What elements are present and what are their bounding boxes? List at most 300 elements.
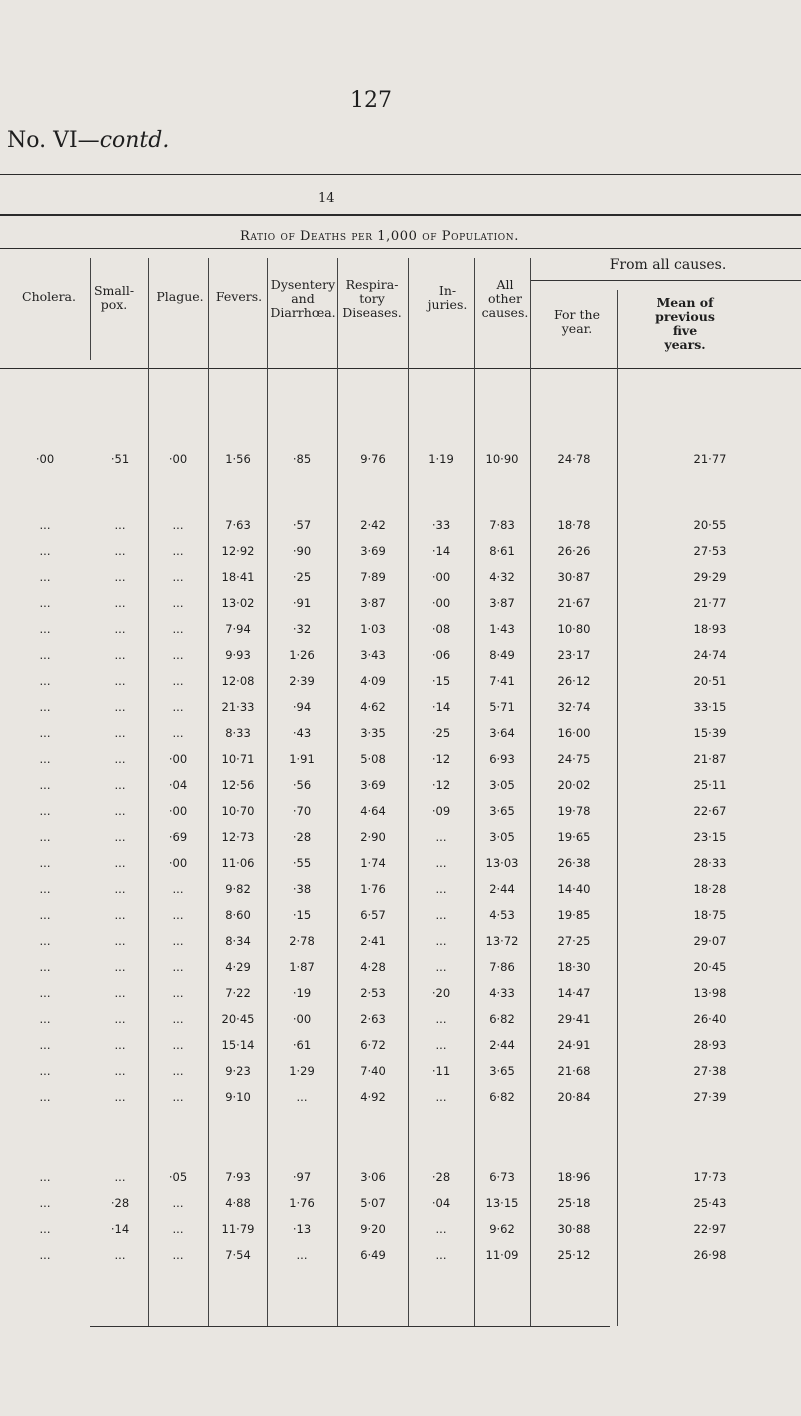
table-cell: ... [172, 960, 184, 974]
table-cell: 22·67 [693, 804, 727, 818]
table-cell: ... [114, 726, 126, 740]
table-cell: ... [39, 622, 51, 636]
table-cell: 25·12 [557, 1248, 591, 1262]
table-cell: 11·06 [221, 856, 255, 870]
table-cell: 7·86 [489, 960, 515, 974]
table-cell: 3·65 [489, 1064, 515, 1078]
table-cell: 30·88 [557, 1222, 591, 1236]
all-causes-underline [530, 280, 801, 281]
table-cell: 2·78 [289, 934, 315, 948]
table-cell: 20·45 [221, 1012, 255, 1026]
table-cell: ... [114, 570, 126, 584]
header-dysentery-line3: Diarrhœa. [270, 305, 336, 320]
table-cell: 27·25 [557, 934, 591, 948]
header-other-line3: causes. [481, 305, 529, 320]
table-cell: 30·87 [557, 570, 591, 584]
table-cell: ·91 [292, 596, 312, 610]
table-cell: ·38 [292, 882, 312, 896]
table-cell: 14·47 [557, 986, 591, 1000]
table-cell: 28·33 [693, 856, 727, 870]
table-cell: ... [114, 752, 126, 766]
column-divider [90, 258, 91, 360]
table-cell: 24·75 [557, 752, 591, 766]
table-cell: ·00 [35, 452, 55, 466]
table-cell: 1·76 [289, 1196, 315, 1210]
table-cell: 18·75 [693, 908, 727, 922]
table-cell: ... [39, 1196, 51, 1210]
table-cell: 12·92 [221, 544, 255, 558]
header-small-pox [84, 284, 144, 312]
table-cell: 21·67 [557, 596, 591, 610]
table-cell: 21·87 [693, 752, 727, 766]
table-cell: 3·64 [489, 726, 515, 740]
table-cell: 20·02 [557, 778, 591, 792]
table-cell: 23·15 [693, 830, 727, 844]
table-cell: 3·05 [489, 830, 515, 844]
header-for-the-year [540, 308, 614, 336]
table-cell: ... [39, 648, 51, 662]
table-cell: 13·02 [221, 596, 255, 610]
table-cell: 1·19 [428, 452, 454, 466]
table-cell: ... [114, 648, 126, 662]
table-cell: ·94 [292, 700, 312, 714]
table-cell: 8·61 [489, 544, 515, 558]
table-cell: ·04 [168, 778, 188, 792]
table-cell: ... [114, 1170, 126, 1184]
table-cell: 29·29 [693, 570, 727, 584]
table-cell: 2·42 [360, 518, 386, 532]
table-cell: 29·07 [693, 934, 727, 948]
table-cell: ·28 [110, 1196, 130, 1210]
table-cell: ·25 [431, 726, 451, 740]
table-cell: 3·69 [360, 778, 386, 792]
table-cell: 8·34 [225, 934, 251, 948]
table-cell: 3·69 [360, 544, 386, 558]
table-cell: ... [39, 1090, 51, 1104]
title-rule [0, 214, 801, 216]
table-cell: ·33 [431, 518, 451, 532]
table-cell: 13·98 [693, 986, 727, 1000]
table-cell: ... [296, 1090, 308, 1104]
table-title: Ratio of Deaths per 1,000 of Population. [240, 229, 519, 244]
table-cell: 33·15 [693, 700, 727, 714]
table-cell: ... [172, 544, 184, 558]
table-cell: 2·90 [360, 830, 386, 844]
table-cell: ... [172, 726, 184, 740]
table-cell: ·85 [292, 452, 312, 466]
column-divider [148, 258, 149, 1326]
table-cell: ... [435, 1222, 447, 1236]
table-cell: 7·22 [225, 986, 251, 1000]
table-cell: 4·92 [360, 1090, 386, 1104]
table-cell: 2·41 [360, 934, 386, 948]
header-respiratory-line3: Diseases. [342, 305, 402, 320]
column-divider [474, 258, 475, 1326]
table-cell: ... [39, 1248, 51, 1262]
table-cell: ... [39, 882, 51, 896]
table-cell: 12·56 [221, 778, 255, 792]
header-injuries-line1: In- [438, 283, 457, 298]
table-cell: ... [114, 1090, 126, 1104]
table-cell: ... [39, 986, 51, 1000]
table-cell: 9·23 [225, 1064, 251, 1078]
table-cell: 7·83 [489, 518, 515, 532]
header-injuries [420, 284, 475, 312]
table-cell: ·14 [431, 700, 451, 714]
header-mean-line1: Mean of [656, 295, 714, 310]
table-cell: 5·08 [360, 752, 386, 766]
table-cell: 19·85 [557, 908, 591, 922]
table-cell: 21·68 [557, 1064, 591, 1078]
table-cell: ·12 [431, 778, 451, 792]
table-cell: 26·40 [693, 1012, 727, 1026]
table-cell: 19·65 [557, 830, 591, 844]
table-cell: ... [296, 1248, 308, 1262]
table-cell: 8·49 [489, 648, 515, 662]
table-cell: 11·79 [221, 1222, 255, 1236]
table-cell: 15·14 [221, 1038, 255, 1052]
table-cell: ... [39, 1064, 51, 1078]
table-cell: ... [114, 1248, 126, 1262]
table-cell: 1·87 [289, 960, 315, 974]
table-cell: ... [114, 934, 126, 948]
table-cell: 19·78 [557, 804, 591, 818]
table-cell: ... [435, 1248, 447, 1262]
table-cell: 1·29 [289, 1064, 315, 1078]
table-cell: ... [114, 856, 126, 870]
table-cell: ·04 [431, 1196, 451, 1210]
table-cell: ... [39, 778, 51, 792]
table-cell: 6·72 [360, 1038, 386, 1052]
table-cell: 1·43 [489, 622, 515, 636]
table-cell: ... [435, 1038, 447, 1052]
table-cell: ... [114, 674, 126, 688]
table-cell: ... [172, 674, 184, 688]
table-cell: 25·11 [693, 778, 727, 792]
header-all-other-causes [475, 278, 535, 320]
table-cell: ·97 [292, 1170, 312, 1184]
table-cell: ... [114, 518, 126, 532]
table-cell: 14·40 [557, 882, 591, 896]
table-cell: ... [172, 1064, 184, 1078]
table-cell: ... [39, 700, 51, 714]
table-cell: 9·62 [489, 1222, 515, 1236]
table-cell: 20·84 [557, 1090, 591, 1104]
table-ref-contd: contd. [99, 128, 170, 153]
table-cell: ·25 [292, 570, 312, 584]
table-cell: ·51 [110, 452, 130, 466]
table-cell: ·15 [292, 908, 312, 922]
table-cell: ... [39, 1170, 51, 1184]
table-cell: 5·07 [360, 1196, 386, 1210]
header-for-year-line2: year. [561, 321, 593, 336]
table-cell: 4·88 [225, 1196, 251, 1210]
table-cell: ... [114, 882, 126, 896]
table-cell: 28·93 [693, 1038, 727, 1052]
table-cell: ... [39, 1012, 51, 1026]
header-top-rule [0, 248, 801, 249]
table-bottom-rule [90, 1326, 610, 1327]
table-cell: 4·09 [360, 674, 386, 688]
header-dysentery-line1: Dysentery [270, 277, 336, 292]
table-cell: 26·98 [693, 1248, 727, 1262]
table-cell: 4·29 [225, 960, 251, 974]
table-cell: ·00 [431, 570, 451, 584]
table-cell: 26·12 [557, 674, 591, 688]
table-cell: 2·44 [489, 882, 515, 896]
header-mean-line2: previous [655, 309, 715, 324]
header-fevers: Fevers. [215, 289, 263, 304]
header-small-pox-line1: Small- [93, 283, 135, 298]
table-cell: 3·35 [360, 726, 386, 740]
table-cell: 18·41 [221, 570, 255, 584]
table-cell: ... [172, 1090, 184, 1104]
header-for-year-line1: For the [554, 307, 600, 322]
table-cell: ... [435, 1012, 447, 1026]
table-cell: ... [435, 908, 447, 922]
table-cell: 1·03 [360, 622, 386, 636]
header-respiratory-line1: Respira- [345, 277, 399, 292]
table-cell: 16·00 [557, 726, 591, 740]
table-cell: ·61 [292, 1038, 312, 1052]
table-cell: ·00 [168, 804, 188, 818]
table-cell: ... [172, 622, 184, 636]
table-cell: ... [39, 856, 51, 870]
table-cell: ·08 [431, 622, 451, 636]
table-cell: ·43 [292, 726, 312, 740]
table-cell: ... [39, 908, 51, 922]
table-cell: ... [114, 1064, 126, 1078]
table-cell: 4·33 [489, 986, 515, 1000]
table-cell: 11·09 [485, 1248, 519, 1262]
table-cell: ... [114, 830, 126, 844]
table-cell: ... [172, 934, 184, 948]
table-cell: 18·96 [557, 1170, 591, 1184]
table-cell: ... [114, 596, 126, 610]
table-cell: 3·87 [489, 596, 515, 610]
header-bottom-rule [0, 368, 801, 369]
table-cell: ... [39, 934, 51, 948]
table-cell: 18·28 [693, 882, 727, 896]
table-cell: ·00 [168, 752, 188, 766]
table-cell: ... [39, 1222, 51, 1236]
table-cell: ... [114, 908, 126, 922]
table-ref-label: No. VI— [7, 128, 100, 153]
table-cell: ·56 [292, 778, 312, 792]
table-cell: 26·26 [557, 544, 591, 558]
table-cell: 15·39 [693, 726, 727, 740]
table-cell: 10·90 [485, 452, 519, 466]
table-cell: 13·72 [485, 934, 519, 948]
header-mean-line3: five [672, 323, 698, 338]
column-divider [208, 258, 209, 1326]
table-cell: ... [39, 830, 51, 844]
table-cell: ... [39, 804, 51, 818]
table-cell: 9·10 [225, 1090, 251, 1104]
header-respiratory-line2: tory [359, 291, 385, 306]
table-cell: 21·77 [693, 596, 727, 610]
table-cell: ... [435, 856, 447, 870]
table-cell: 7·89 [360, 570, 386, 584]
table-cell: ·14 [431, 544, 451, 558]
table-cell: 5·71 [489, 700, 515, 714]
header-dysentery [268, 278, 338, 320]
table-cell: ... [172, 1248, 184, 1262]
table-cell: ... [114, 804, 126, 818]
table-cell: 2·63 [360, 1012, 386, 1026]
table-cell: 24·78 [557, 452, 591, 466]
table-cell: 25·18 [557, 1196, 591, 1210]
table-cell: 23·17 [557, 648, 591, 662]
table-cell: 12·73 [221, 830, 255, 844]
table-cell: 7·41 [489, 674, 515, 688]
table-cell: ... [435, 934, 447, 948]
column-divider [408, 258, 409, 1326]
table-cell: 1·56 [225, 452, 251, 466]
table-cell: ·57 [292, 518, 312, 532]
table-cell: 9·20 [360, 1222, 386, 1236]
table-cell: ... [172, 700, 184, 714]
table-cell: 9·93 [225, 648, 251, 662]
table-cell: ... [172, 570, 184, 584]
table-cell: ... [39, 570, 51, 584]
table-cell: ... [114, 960, 126, 974]
table-cell: 20·45 [693, 960, 727, 974]
table-cell: ·69 [168, 830, 188, 844]
table-cell: 2·39 [289, 674, 315, 688]
table-cell: ... [39, 752, 51, 766]
table-cell: 10·71 [221, 752, 255, 766]
table-cell: ·00 [168, 452, 188, 466]
table-cell: ... [172, 908, 184, 922]
table-cell: 3·05 [489, 778, 515, 792]
table-cell: ... [114, 1012, 126, 1026]
table-cell: 4·64 [360, 804, 386, 818]
page-number: 127 [350, 88, 392, 113]
table-cell: 3·65 [489, 804, 515, 818]
table-cell: ·28 [431, 1170, 451, 1184]
header-small-pox-line2: pox. [100, 297, 128, 312]
table-cell: 1·91 [289, 752, 315, 766]
table-cell: 20·51 [693, 674, 727, 688]
table-cell: 3·43 [360, 648, 386, 662]
table-cell: ·09 [431, 804, 451, 818]
table-cell: ·32 [292, 622, 312, 636]
table-cell: ... [172, 1196, 184, 1210]
table-cell: ·00 [292, 1012, 312, 1026]
table-cell: ... [435, 960, 447, 974]
table-cell: 1·76 [360, 882, 386, 896]
header-plague: Plague. [156, 289, 204, 304]
table-cell: ... [39, 1038, 51, 1052]
table-cell: 6·93 [489, 752, 515, 766]
table-cell: 6·57 [360, 908, 386, 922]
table-cell: ·00 [168, 856, 188, 870]
table-cell: 27·39 [693, 1090, 727, 1104]
header-other-line2: other [488, 291, 522, 306]
table-cell: 1·74 [360, 856, 386, 870]
table-cell: ·70 [292, 804, 312, 818]
table-cell: 10·80 [557, 622, 591, 636]
table-cell: ·15 [431, 674, 451, 688]
table-cell: 8·33 [225, 726, 251, 740]
table-cell: ·28 [292, 830, 312, 844]
table-cell: ... [172, 596, 184, 610]
table-cell: 2·44 [489, 1038, 515, 1052]
table-cell: 9·82 [225, 882, 251, 896]
table-cell: 22·97 [693, 1222, 727, 1236]
table-cell: 2·53 [360, 986, 386, 1000]
table-cell: 4·32 [489, 570, 515, 584]
table-cell: 13·15 [485, 1196, 519, 1210]
table-cell: ... [39, 960, 51, 974]
table-cell: ·05 [168, 1170, 188, 1184]
table-cell: 21·33 [221, 700, 255, 714]
table-cell: ... [172, 648, 184, 662]
column-divider [337, 258, 338, 1326]
table-cell: ... [172, 1222, 184, 1236]
table-cell: ... [172, 986, 184, 1000]
table-cell: 3·06 [360, 1170, 386, 1184]
table-cell: 7·40 [360, 1064, 386, 1078]
table-cell: ... [39, 726, 51, 740]
table-cell: ... [114, 1038, 126, 1052]
table-cell: 24·91 [557, 1038, 591, 1052]
table-cell: ... [435, 882, 447, 896]
table-cell: ·06 [431, 648, 451, 662]
table-cell: 3·87 [360, 596, 386, 610]
table-cell: 32·74 [557, 700, 591, 714]
header-mean-previous-five-years [625, 296, 745, 352]
table-reference [7, 128, 169, 153]
table-cell: ... [435, 830, 447, 844]
table-cell: ·90 [292, 544, 312, 558]
table-cell: ... [114, 544, 126, 558]
table-cell: ... [172, 1038, 184, 1052]
table-cell: 13·03 [485, 856, 519, 870]
top-rule [0, 174, 801, 175]
header-mean-line4: years. [664, 337, 706, 352]
column-divider [617, 290, 618, 1326]
table-cell: ... [39, 544, 51, 558]
table-cell: 18·30 [557, 960, 591, 974]
column-divider [530, 258, 531, 1326]
table-cell: ·13 [292, 1222, 312, 1236]
header-other-line1: All [496, 277, 514, 292]
table-cell: 9·76 [360, 452, 386, 466]
table-cell: 17·73 [693, 1170, 727, 1184]
table-cell: ... [172, 518, 184, 532]
table-cell: 21·77 [693, 452, 727, 466]
table-cell: ... [114, 986, 126, 1000]
table-cell: 7·63 [225, 518, 251, 532]
table-cell: 27·38 [693, 1064, 727, 1078]
table-cell: ·12 [431, 752, 451, 766]
table-cell: ... [114, 778, 126, 792]
table-cell: ·11 [431, 1064, 451, 1078]
header-respiratory [338, 278, 406, 320]
table-cell: 6·49 [360, 1248, 386, 1262]
header-cholera: Cholera. [22, 289, 76, 304]
table-cell: 18·78 [557, 518, 591, 532]
table-cell: ... [172, 1012, 184, 1026]
table-cell: 7·94 [225, 622, 251, 636]
table-cell: ... [435, 1090, 447, 1104]
table-cell: 6·73 [489, 1170, 515, 1184]
table-cell: 20·55 [693, 518, 727, 532]
table-cell: ·00 [431, 596, 451, 610]
table-cell: 7·54 [225, 1248, 251, 1262]
